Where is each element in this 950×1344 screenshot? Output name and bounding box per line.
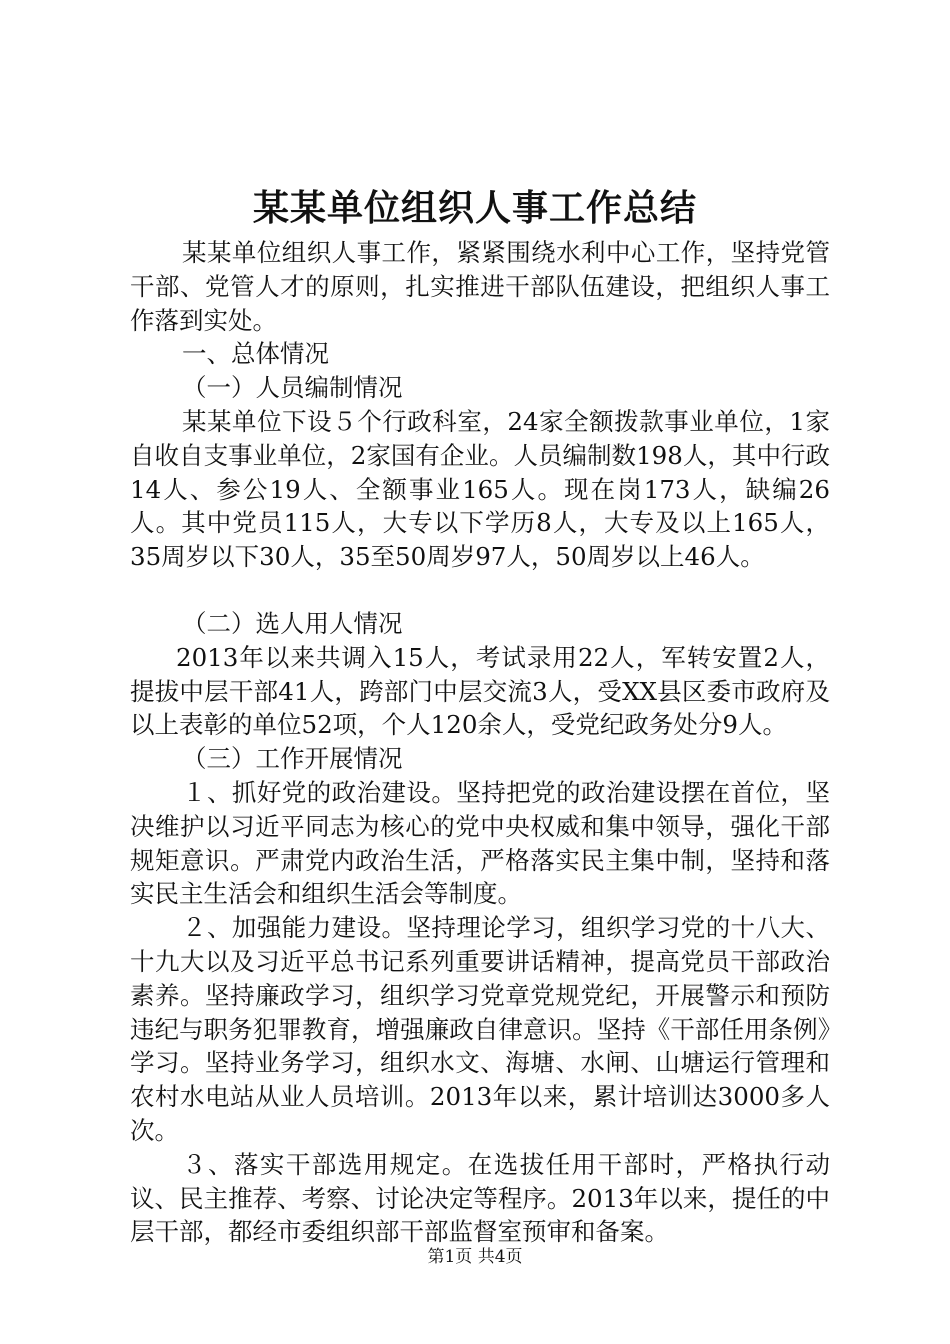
subsection-heading-staffing: （一）人员编制情况 (182, 373, 403, 403)
staffing-paragraph: 某某单位下设５个行政科室，24家全额拨款事业单位，1家自收自支事业单位，2家国有企业。人员编制数198人，其中行政14人、参公19人、全额事业165人。现在岗173人，缺编26人。其中党员115人，大专以下学历8人，大专及以上165人，35周岁以下30人，35至50周岁97人，50周岁以上46人。 (130, 406, 830, 572)
work-item-political: １、抓好党的政治建设。坚持把党的政治建设摆在首位，坚决维护以习近平同志为核心的党中央权威和集中领导，强化干部规矩意识。严肃党内政治生活，严格落实民主集中制，坚持和落实民主生活会和组织生活会等制度。 (130, 777, 830, 909)
intro-paragraph: 某某单位组织人事工作，紧紧围绕水利中心工作，坚持党管干部、党管人才的原则，扎实推进干部队伍建设，把组织人事工作落到实处。 (130, 238, 830, 335)
subsection-heading-selection: （二）选人用人情况 (182, 608, 403, 638)
document-body (130, 236, 830, 1249)
section-heading-overview: 一、总体情况 (182, 339, 329, 369)
page-footer: 第1页 共4页 (427, 1247, 523, 1267)
subsection-heading-work: （三）工作开展情况 (182, 744, 403, 774)
work-item-capacity: ２、加强能力建设。坚持理论学习，组织学习党的十八大、十九大以及习近平总书记系列重要讲话精神，提高党员干部政治素养。坚持廉政学习，组织学习党章党规党纪，开展警示和预防违纪与职务犯罪教育，增强廉政自律意识。坚持《干部任用条例》学习。坚持业务学习，组织水文、海塘、水闸、山塘运行管理和农村水电站从业人员培训。2013年以来，累计培训达3000多人次。 (130, 913, 830, 1145)
paragraph-spacer (130, 574, 830, 607)
selection-paragraph: 2013年以来共调入15人，考试录用22人，军转安置2人，提拔中层干部41人，跨部门中层交流3人，受XX县区委市政府及以上表彰的单位52项，个人120余人，受党纪政务处分9人。 (130, 642, 830, 740)
document-title: 某某单位组织人事工作总结 (252, 187, 697, 229)
work-item-selection-rules: ３、落实干部选用规定。在选拔任用干部时，严格执行动议、民主推荐、考察、讨论决定等程序。2013年以来，提任的中层干部，都经市委组织部干部监督室预审和备案。 (130, 1149, 830, 1247)
